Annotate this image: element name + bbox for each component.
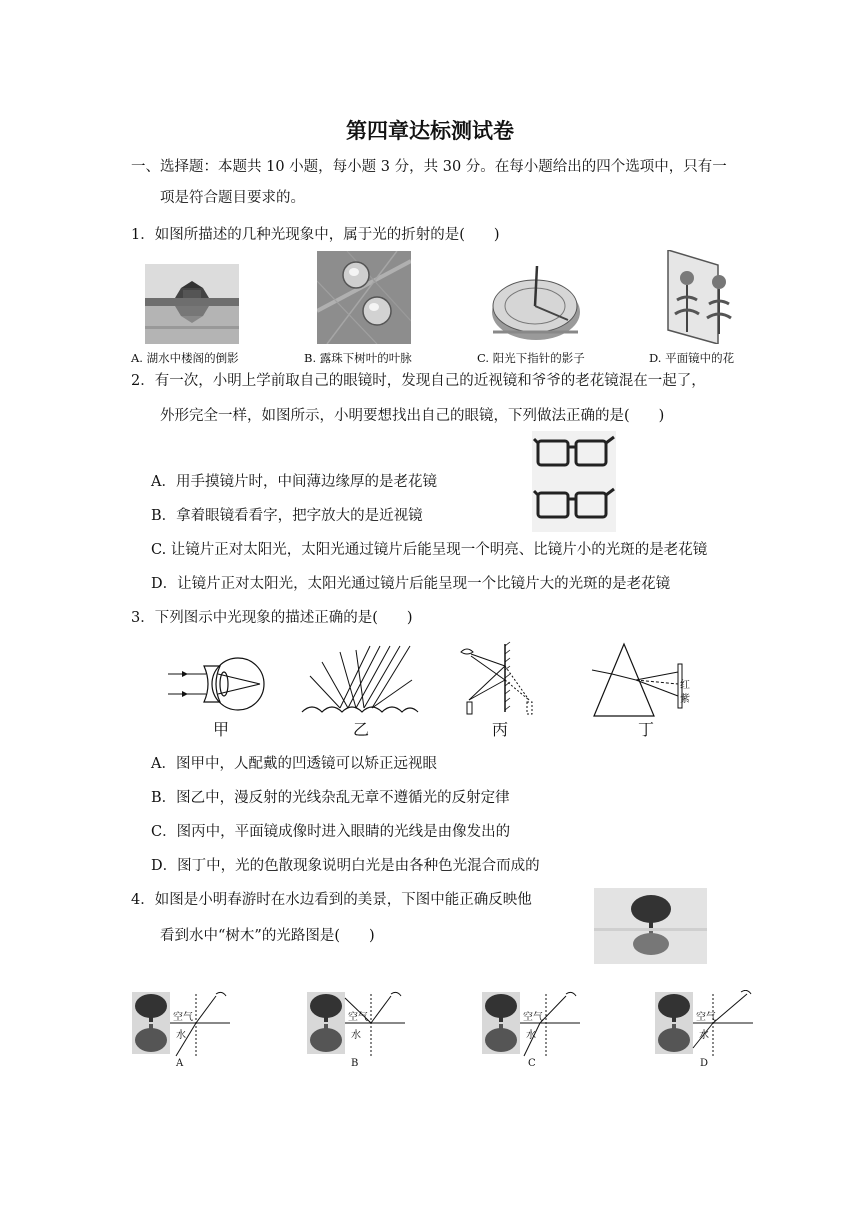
- q4-stem-line1: 4．如图是小明春游时在水边看到的美景，下图中能正确反映他: [131, 892, 532, 908]
- q4-diagram-a-air-label: 空气: [173, 1012, 193, 1023]
- q4-answer-diagrams: [130, 990, 770, 1080]
- q2-stem-line2: 外形完全一样，如图所示，小明要想找出自己的眼镜，下列做法正确的是( ): [160, 408, 665, 424]
- q3-label-bing: 丙: [492, 720, 509, 739]
- q3-option-d: D．图丁中，光的色散现象说明白光是由各种色光混合而成的: [151, 858, 540, 874]
- q3-figure-bing-mirror: [455, 640, 545, 720]
- q4-diagram-c-air-label: 空气: [523, 1012, 543, 1023]
- q4-stem-line2: 看到水中“树木”的光路图是( ): [160, 928, 375, 944]
- q2-option-c: C. 让镜片正对太阳光，太阳光通过镜片后能呈现一个明亮、比镜片小的光斑的是老花镜: [151, 542, 708, 558]
- q3-figure-yi-diffuse: [300, 640, 420, 720]
- q1-caption-c: C. 阳光下指针的影子: [477, 351, 585, 365]
- q3-stem: 3．下列图示中光现象的描述正确的是( ): [131, 610, 413, 626]
- q1-image-b-dew-on-leaf: [317, 251, 411, 344]
- q3-figure-jia-eye: [160, 640, 270, 720]
- q1-image-d-flower-in-mirror: [663, 250, 743, 344]
- q4-diagram-a-water-label: 水: [176, 1030, 186, 1041]
- q4-choice-d-label: D: [700, 1058, 709, 1069]
- q4-diagram-d-air-label: 空气: [696, 1012, 716, 1023]
- q4-image-tree-reflection: [594, 888, 707, 964]
- q4-diagram-d: [653, 990, 753, 1060]
- q1-caption-b: B. 露珠下树叶的叶脉: [304, 351, 412, 365]
- q2-option-a: A．用手摸镜片时，中间薄边缘厚的是老花镜: [151, 474, 437, 490]
- q4-choice-b-label: B: [351, 1058, 359, 1069]
- q4-diagram-c: [480, 990, 580, 1060]
- q3-label-yi: 乙: [353, 720, 370, 739]
- q1-stem: 1．如图所描述的几种光现象中，属于光的折射的是( ): [131, 227, 500, 243]
- section-heading-line2: 项是符合题目要求的。: [160, 190, 305, 206]
- q4-diagram-b-water-label: 水: [351, 1030, 361, 1041]
- section-heading-line1: 一、选择题：本题共 10 小题，每小题 3 分，共 30 分。在每小题给出的四个选项中，只有一: [131, 159, 727, 175]
- page-title: 第四章达标测试卷: [346, 119, 514, 143]
- q2-option-b: B．拿着眼镜看看字，把字放大的是近视镜: [151, 508, 423, 524]
- q3-label-ding: 丁: [638, 720, 655, 739]
- q1-image-a-pavilion-reflection: [145, 264, 239, 344]
- q4-diagram-d-water-label: 水: [699, 1030, 709, 1041]
- q3-option-a: A．图甲中，人配戴的凹透镜可以矫正远视眼: [151, 756, 437, 772]
- q3-label-jia: 甲: [213, 720, 230, 739]
- q3-figures: [160, 640, 710, 740]
- q2-image-two-glasses: [532, 431, 616, 532]
- q1-caption-a: A. 湖水中楼阁的倒影: [131, 351, 239, 365]
- q2-stem-line1: 2．有一次，小明上学前取自己的眼镜时，发现自己的近视镜和爷爷的老花镜混在一起了，: [131, 373, 706, 389]
- q3-option-b: B．图乙中，漫反射的光线杂乱无章不遵循光的反射定律: [151, 790, 510, 806]
- q4-choice-a-label: A: [176, 1058, 184, 1069]
- q4-diagram-b-air-label: 空气: [348, 1012, 368, 1023]
- q3-prism-label-red: 红: [680, 680, 690, 691]
- q3-prism-label-violet: 紫: [680, 694, 690, 705]
- q4-choice-c-label: C: [528, 1058, 536, 1069]
- q2-option-d: D．让镜片正对太阳光，太阳光通过镜片后能呈现一个比镜片大的光斑的是老花镜: [151, 576, 671, 592]
- q4-diagram-a: [130, 990, 230, 1060]
- q4-diagram-b: [305, 990, 405, 1060]
- q1-caption-d: D. 平面镜中的花: [649, 351, 735, 365]
- q4-diagram-c-water-label: 水: [526, 1030, 536, 1041]
- q3-option-c: C．图丙中，平面镜成像时进入眼睛的光线是由像发出的: [151, 824, 511, 840]
- q1-image-c-sundial: [488, 262, 582, 344]
